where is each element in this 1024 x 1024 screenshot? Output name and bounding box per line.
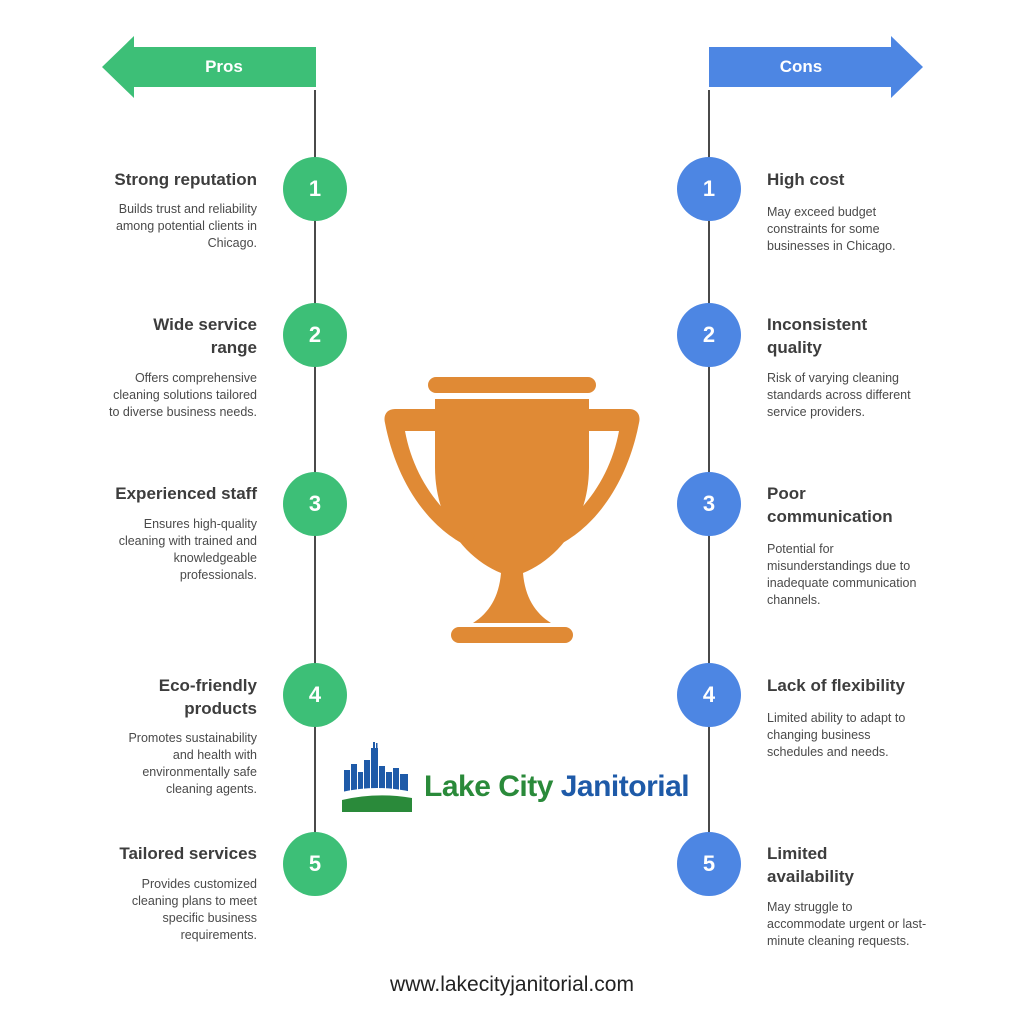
pros-number-2: 2: [283, 303, 347, 367]
cons-number-4: 4: [677, 663, 741, 727]
pros-number-1: 1: [283, 157, 347, 221]
cons-title-2: Inconsistent quality: [767, 315, 868, 357]
cons-title-3: Poor communication: [767, 484, 893, 526]
cons-number-5: 5: [677, 832, 741, 896]
pros-desc-5: Provides customized cleaning plans to meet specific business requirements.: [131, 877, 257, 942]
trophy-icon: [383, 375, 643, 647]
pros-title-4: Eco-friendly products: [158, 676, 257, 718]
pros-title-5: Tailored services: [119, 844, 257, 863]
cons-number-3: 3: [677, 472, 741, 536]
cons-desc-5: May struggle to accommodate urgent or last-minute cleaning requests.: [767, 900, 927, 948]
logo-text-janitorial: Janitorial: [560, 770, 690, 803]
pros-number-3: 3: [283, 472, 347, 536]
pros-desc-4: Promotes sustainability and health with environmentally safe cleaning agents.: [128, 731, 257, 796]
city-skyline-logo-icon: [342, 742, 412, 814]
cons-number-2: 2: [677, 303, 741, 367]
pros-title-2: Wide service range: [153, 315, 257, 357]
cons-desc-2: Risk of varying cleaning standards across different service providers.: [767, 371, 911, 419]
cons-desc-1: May exceed budget constraints for some businesses in Chicago.: [767, 205, 896, 253]
website-url[interactable]: www.lakecityjanitorial.com: [390, 973, 634, 996]
cons-desc-3: Potential for misunderstandings due to inadequate communication channels.: [767, 542, 917, 607]
cons-title-5: Limited availability: [767, 844, 854, 886]
cons-title-4: Lack of flexibility: [767, 676, 905, 695]
pros-desc-1: Builds trust and reliability among potential clients in Chicago.: [115, 202, 257, 250]
pros-desc-2: Offers comprehensive cleaning solutions tailored to diverse business needs.: [108, 371, 257, 419]
logo-wordmark: [424, 770, 689, 804]
cons-header-label: Cons: [779, 57, 823, 76]
logo-text-lake-city: Lake City: [424, 770, 561, 803]
cons-number-1: 1: [677, 157, 741, 221]
pros-title-1: Strong reputation: [114, 170, 257, 189]
pros-number-4: 4: [283, 663, 347, 727]
cons-title-1: High cost: [767, 170, 845, 189]
cons-desc-4: Limited ability to adapt to changing business schedules and needs.: [767, 711, 906, 759]
pros-header-label: Pros: [205, 57, 243, 76]
pros-title-3: Experienced staff: [115, 484, 257, 503]
pros-number-5: 5: [283, 832, 347, 896]
pros-desc-3: Ensures high-quality cleaning with trained and knowledgeable professionals.: [118, 517, 257, 582]
